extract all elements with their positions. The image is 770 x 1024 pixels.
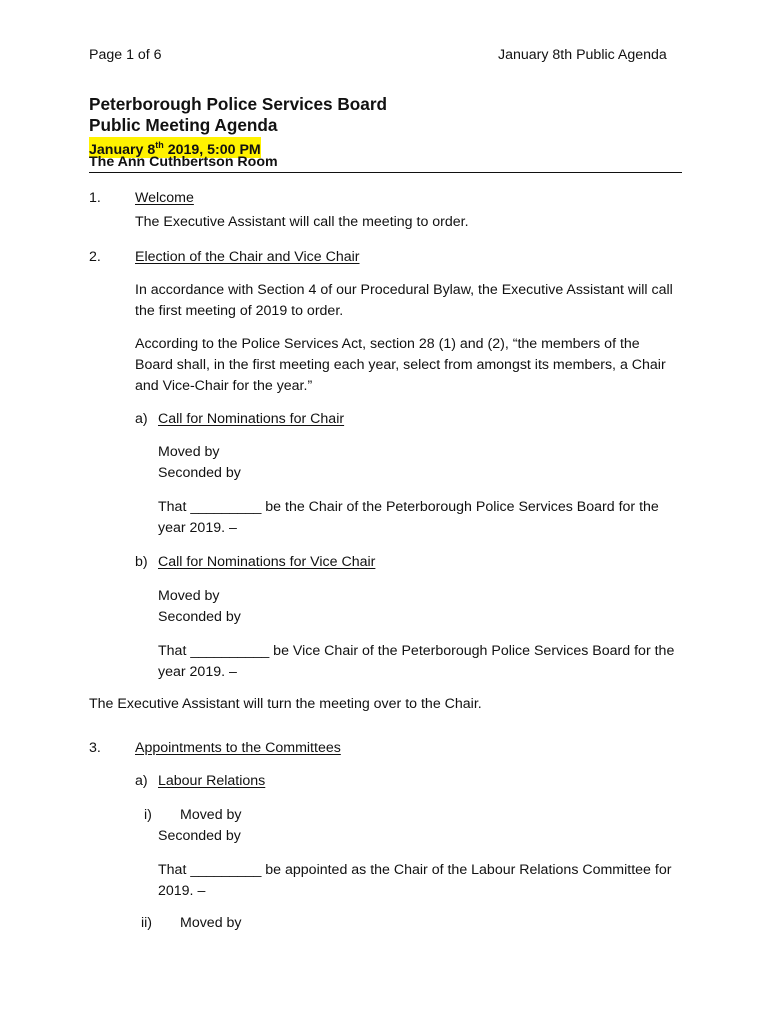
roman-label: ii) [141,915,153,931]
date-suffix: 2019, 5:00 PM [163,142,261,158]
subitem-heading-chair: Call for Nominations for Chair [158,411,345,427]
subitem-label: a) [135,773,148,789]
item-heading-welcome: Welcome [135,190,194,206]
meeting-room: The Ann Cuthbertson Room [89,154,278,170]
date-prefix: January 8 [89,142,156,158]
item-number: 2. [89,249,101,265]
seconded-by: Seconded by [158,465,241,481]
item-paragraph: According to the Police Services Act, section 28 (1) and (2), “the members of the Board shall, in the first meeting each year, select from amongst its members, a Chair and Vice-Chair for the year.” [135,336,666,394]
item-heading-appointments: Appointments to the Committees [135,740,341,756]
motion-text: That __________ be Vice Chair of the Peterborough Police Services Board for the year 2019. – [158,643,675,680]
date-ordinal: th [155,140,164,150]
moved-by: Moved by [158,444,220,460]
item-number: 3. [89,740,101,756]
subitem-label: b) [135,554,148,570]
motion-text: That _________ be appointed as the Chair of the Labour Relations Committee for 2019. – [158,862,672,899]
title-divider [89,172,682,173]
page-number: Page 1 of 6 [89,47,162,63]
closing-statement: The Executive Assistant will turn the meeting over to the Chair. [89,696,482,712]
agenda-title: Public Meeting Agenda [89,115,278,135]
moved-by: Moved by [158,588,220,604]
item-heading-election: Election of the Chair and Vice Chair [135,249,360,265]
moved-by: Moved by [180,807,242,823]
item-paragraph: In accordance with Section 4 of our Procedural Bylaw, the Executive Assistant will call the first meeting of 2019 to order. [135,282,673,319]
board-title: Peterborough Police Services Board [89,94,388,114]
seconded-by: Seconded by [158,609,241,625]
running-header-title: January 8th Public Agenda [498,47,667,63]
subitem-label: a) [135,411,148,427]
motion-text: That _________ be the Chair of the Peterborough Police Services Board for the year 2019. – [158,499,659,536]
subitem-heading-vice-chair: Call for Nominations for Vice Chair [158,554,376,570]
seconded-by: Seconded by [158,828,241,844]
subitem-heading-labour-relations: Labour Relations [158,773,266,789]
item-number: 1. [89,190,101,206]
roman-label: i) [144,807,152,823]
item-paragraph: The Executive Assistant will call the meeting to order. [135,214,469,230]
moved-by: Moved by [180,915,242,931]
